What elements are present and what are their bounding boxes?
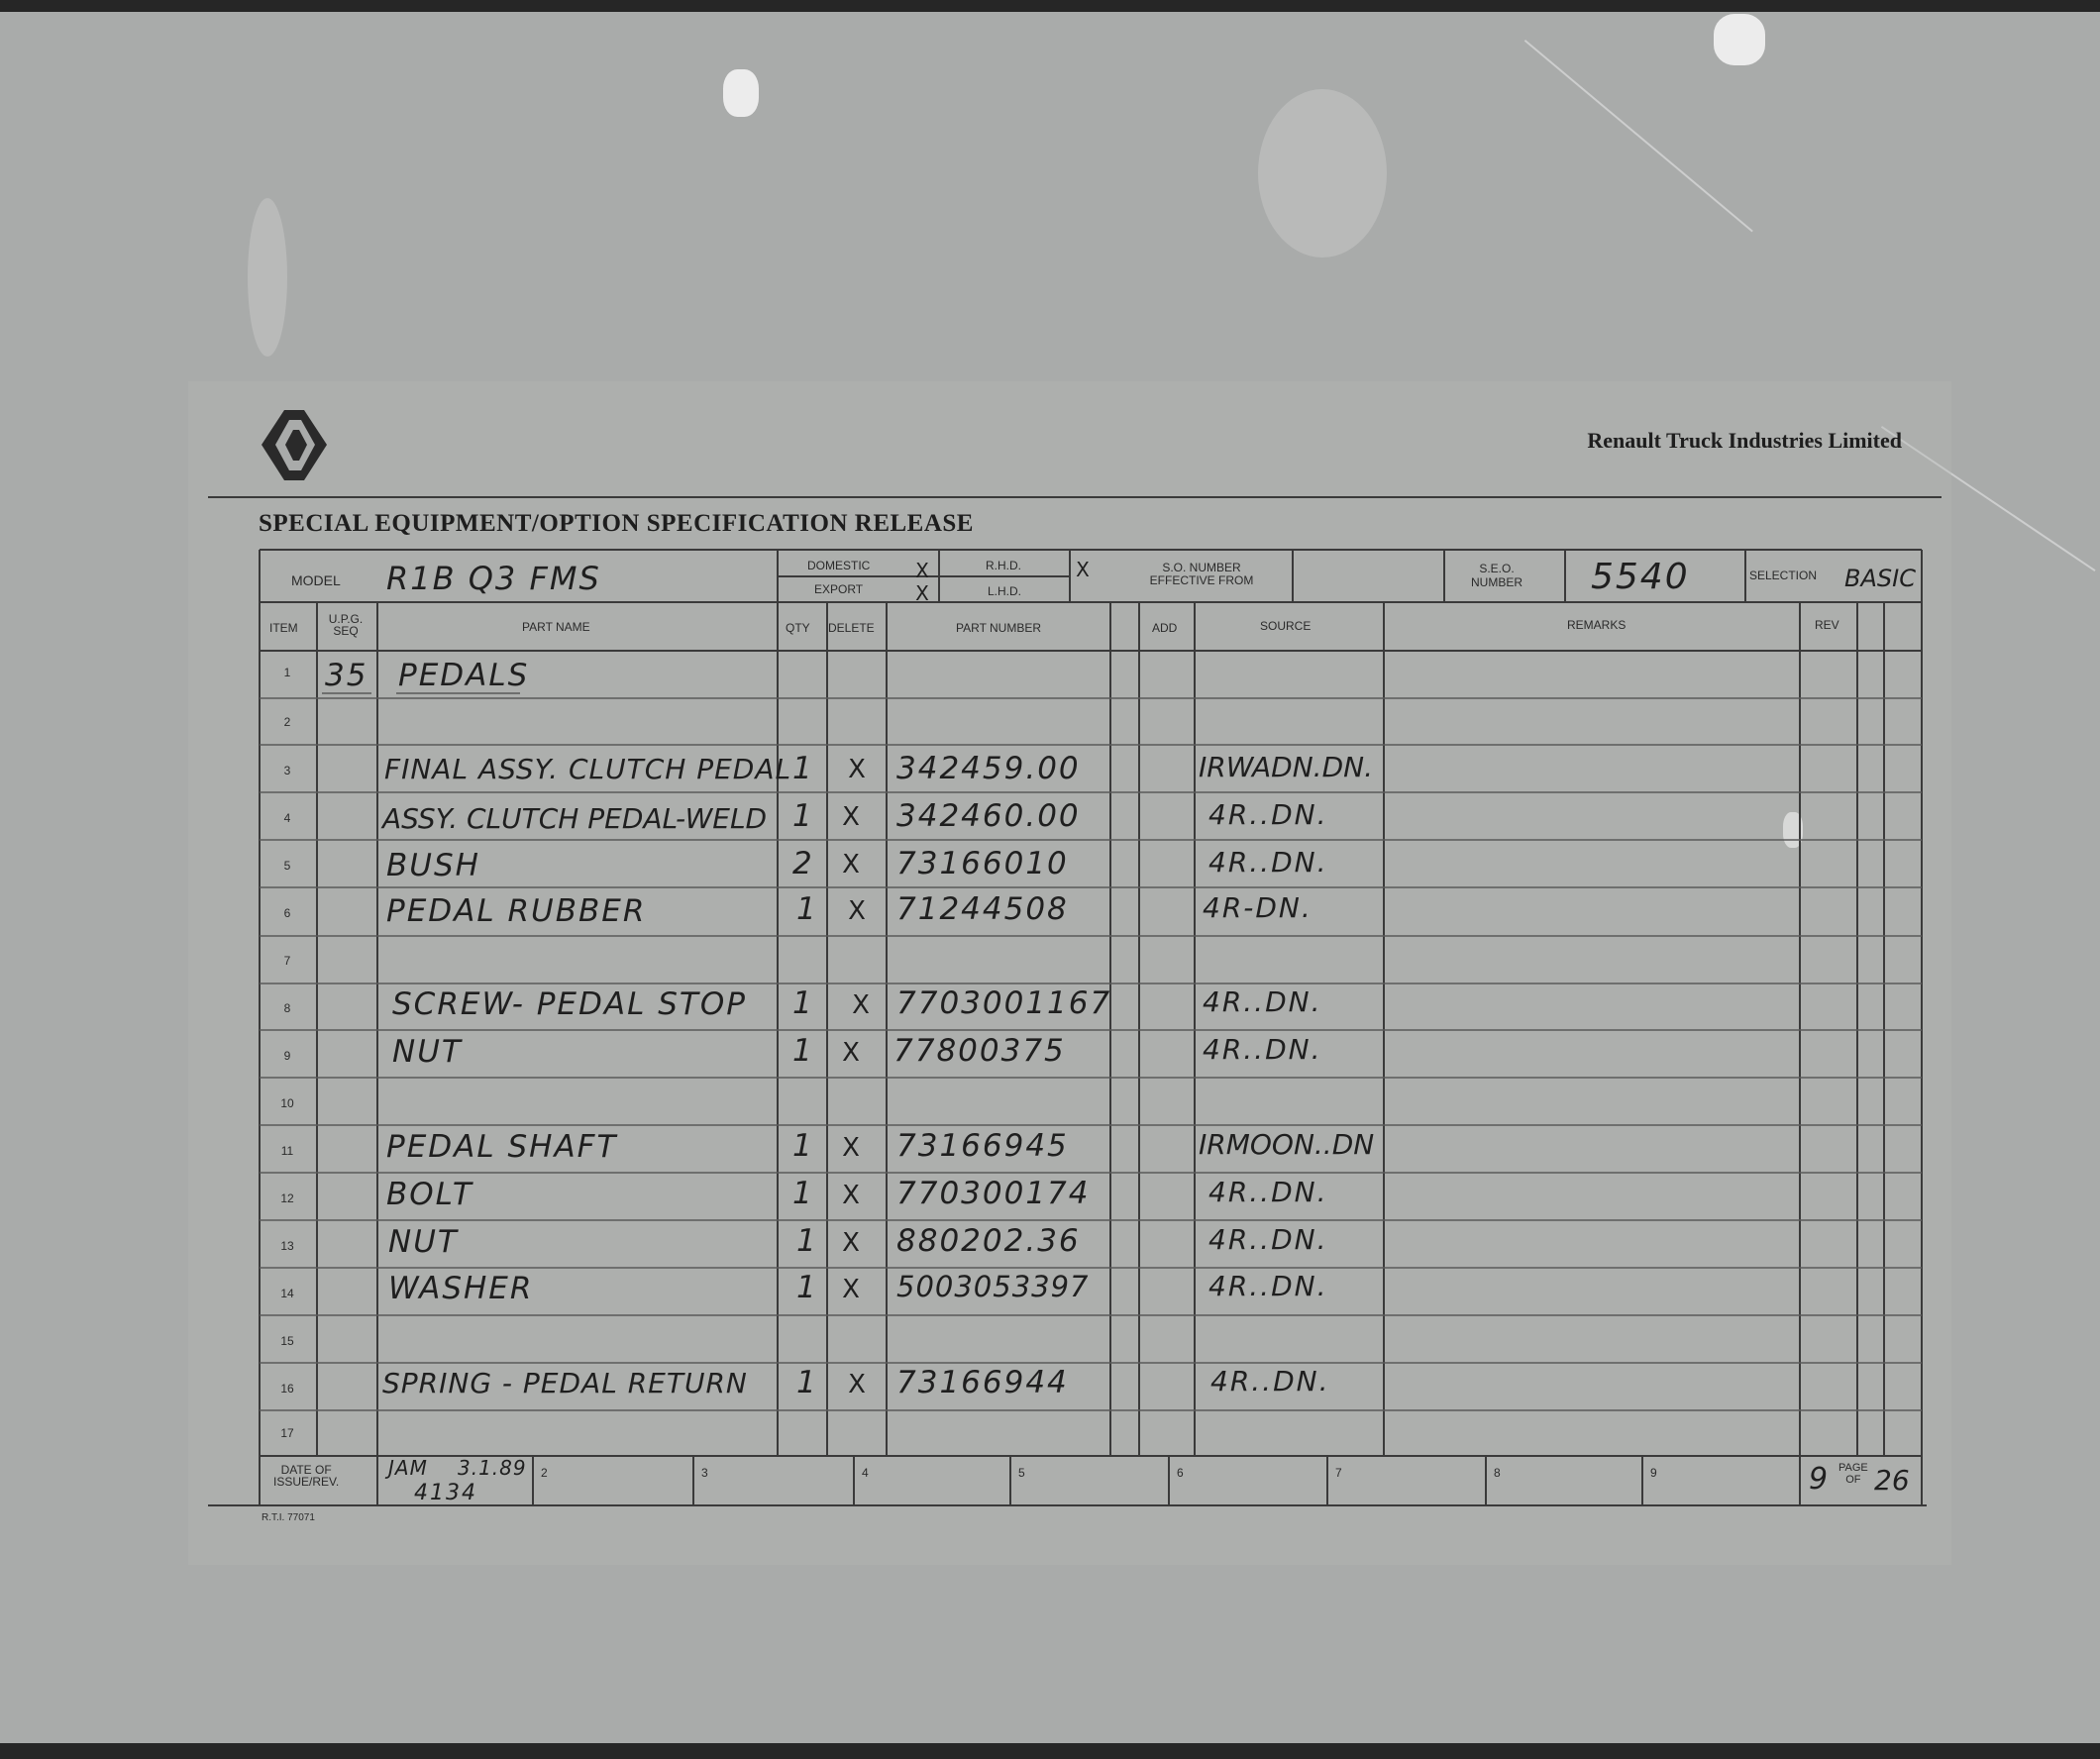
source: IRMOON..DN (1199, 1128, 1375, 1161)
date-label-line2: ISSUE/REV. (273, 1475, 340, 1489)
page-number: 9 (1809, 1462, 1831, 1497)
issue-number: 4134 (414, 1481, 477, 1505)
source: 4R..DN. (1208, 798, 1328, 831)
item-number: 11 (280, 1144, 294, 1158)
page-label: PAGE (1838, 1462, 1868, 1474)
item-number: 3 (283, 764, 291, 777)
part-number: 770300174 (896, 1176, 1091, 1211)
part-name: PEDALS (398, 658, 530, 693)
selection-value: BASIC (1844, 565, 1916, 592)
delete-mark: X (842, 1228, 860, 1258)
source: 4R..DN. (1208, 846, 1328, 879)
item-number: 7 (283, 954, 291, 968)
part-name: BOLT (386, 1177, 473, 1212)
part-name: NUT (388, 1224, 459, 1260)
footer-box-number: 7 (1335, 1466, 1342, 1480)
part-name: PEDAL RUBBER (386, 893, 647, 929)
company-name: Renault Truck Industries Limited (1587, 428, 1902, 453)
item-number: 16 (280, 1382, 294, 1396)
issue-initials: JAM (388, 1456, 428, 1480)
item-number: 10 (280, 1096, 294, 1110)
delete-mark: X (848, 1370, 866, 1399)
seo-number-label (1471, 562, 1522, 589)
delete-mark: X (842, 1275, 860, 1304)
item-number: 2 (283, 715, 291, 729)
col-qty: QTY (786, 621, 810, 635)
col-part-name: PART NAME (522, 620, 590, 634)
part-name: NUT (392, 1034, 463, 1070)
part-number: 880202.36 (896, 1223, 1081, 1259)
part-name: BUSH (386, 848, 480, 883)
part-number: 5003053397 (896, 1270, 1090, 1303)
source: 4R-DN. (1203, 891, 1312, 924)
quantity: 1 (796, 891, 818, 927)
seo-label-line2: NUMBER (1471, 575, 1523, 589)
part-name: SCREW- PEDAL STOP (392, 986, 747, 1022)
lhd-label: L.H.D. (988, 584, 1022, 598)
quantity: 1 (792, 1033, 814, 1069)
part-number: 71244508 (896, 891, 1069, 927)
item-number: 5 (283, 859, 291, 873)
date-of-issue-label (273, 1464, 339, 1488)
item-number: 14 (280, 1287, 294, 1300)
delete-mark: X (842, 1181, 860, 1210)
part-number: 342460.00 (896, 798, 1081, 834)
rhd-label: R.H.D. (986, 559, 1021, 572)
item-number: 12 (280, 1191, 294, 1205)
item-number: 6 (283, 906, 291, 920)
col-upg-seq (321, 613, 370, 637)
part-name: WASHER (388, 1271, 534, 1306)
rhd-checkbox: X (1076, 558, 1090, 581)
delete-mark: X (842, 850, 860, 880)
quantity: 1 (792, 985, 814, 1021)
export-label: EXPORT (814, 582, 864, 596)
quantity: 1 (796, 1270, 818, 1305)
part-number: 77800375 (893, 1033, 1066, 1069)
part-name: PEDAL SHAFT (386, 1129, 618, 1165)
part-number: 7703001167 (896, 985, 1112, 1021)
quantity: 1 (792, 1128, 814, 1164)
col-item: ITEM (269, 621, 298, 635)
part-number: 342459.00 (896, 751, 1081, 786)
form-title: SPECIAL EQUIPMENT/OPTION SPECIFICATION RELEASE (259, 510, 974, 537)
source: 4R..DN. (1203, 1033, 1322, 1066)
source: 4R..DN. (1203, 985, 1322, 1018)
item-number: 4 (283, 811, 291, 825)
page-total: 26 (1874, 1464, 1910, 1497)
delete-mark: X (842, 1133, 860, 1163)
source: IRWADN.DN. (1199, 751, 1373, 783)
col-source: SOURCE (1260, 619, 1312, 633)
part-name: ASSY. CLUTCH PEDAL-WELD (382, 802, 768, 835)
item-number: 8 (283, 1001, 291, 1015)
footer-box-number: 6 (1177, 1466, 1184, 1480)
domestic-label: DOMESTIC (807, 559, 871, 572)
domestic-checkbox: X (915, 559, 929, 582)
part-name: SPRING - PEDAL RETURN (382, 1367, 748, 1399)
footer-box-number: 2 (541, 1466, 548, 1480)
source: 4R..DN. (1208, 1270, 1328, 1302)
model-label: MODEL (291, 572, 341, 588)
delete-mark: X (848, 755, 866, 784)
footer-box-number: 5 (1018, 1466, 1025, 1480)
delete-mark: X (842, 802, 860, 832)
part-number: 73166010 (896, 846, 1069, 881)
item-number: 13 (280, 1239, 294, 1253)
date-label-line1: DATE OF (280, 1463, 332, 1477)
source: 4R..DN. (1208, 1223, 1328, 1256)
source: 4R..DN. (1208, 1176, 1328, 1208)
quantity: 1 (792, 798, 814, 834)
so-number-label: S.O. NUMBER EFFECTIVE FROM (1149, 561, 1254, 587)
item-number: 15 (280, 1334, 294, 1348)
selection-label: SELECTION (1749, 569, 1818, 582)
col-rev: REV (1815, 618, 1839, 632)
col-upg-line2: SEQ (333, 624, 359, 638)
item-number: 17 (280, 1426, 294, 1440)
issue-date: 3.1.89 (458, 1456, 527, 1480)
form-number: R.T.I. 77071 (262, 1512, 315, 1523)
col-part-number: PART NUMBER (956, 621, 1042, 635)
part-number: 73166944 (896, 1365, 1069, 1400)
col-upg-line1: U.P.G. (328, 612, 364, 626)
quantity: 1 (792, 751, 814, 786)
upg-seq-value: 35 (325, 658, 368, 693)
delete-mark: X (852, 990, 870, 1020)
delete-mark: X (848, 896, 866, 926)
footer-box-number: 9 (1650, 1466, 1657, 1480)
of-label: OF (1845, 1474, 1861, 1486)
page-of-label (1838, 1462, 1868, 1486)
item-number: 1 (283, 666, 291, 679)
item-number: 9 (283, 1049, 291, 1063)
seo-label-line1: S.E.O. (1479, 562, 1515, 575)
delete-mark: X (842, 1038, 860, 1068)
col-delete: DELETE (828, 621, 875, 635)
footer-box-number: 8 (1494, 1466, 1501, 1480)
quantity: 2 (792, 846, 814, 881)
quantity: 1 (796, 1365, 818, 1400)
seo-number-value: 5540 (1591, 557, 1690, 597)
export-checkbox: X (915, 581, 929, 605)
col-remarks: REMARKS (1567, 618, 1627, 632)
footer-box-number: 3 (701, 1466, 708, 1480)
part-name: FINAL ASSY. CLUTCH PEDAL (384, 753, 792, 785)
footer-box-number: 4 (862, 1466, 869, 1480)
quantity: 1 (796, 1223, 818, 1259)
col-add: ADD (1152, 621, 1178, 635)
model-value: R1B Q3 FMS (386, 560, 601, 597)
quantity: 1 (792, 1176, 814, 1211)
part-number: 73166945 (896, 1128, 1069, 1164)
source: 4R..DN. (1210, 1365, 1330, 1397)
